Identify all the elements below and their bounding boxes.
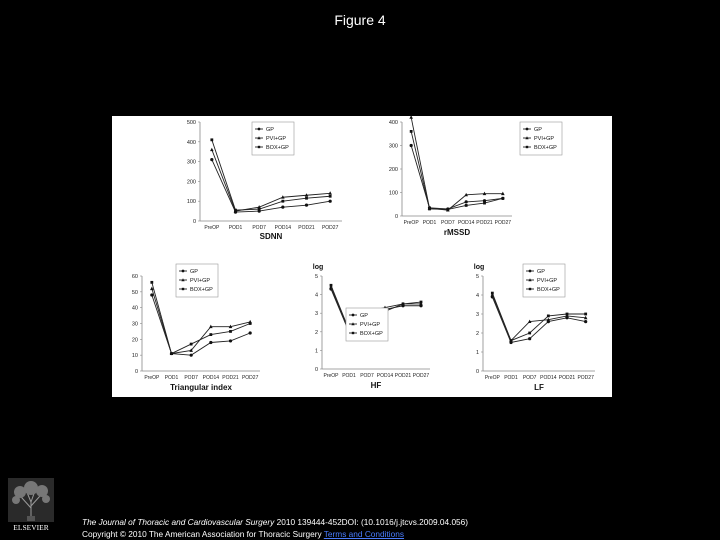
triangular-index-series-pvi-gp-line [152, 289, 250, 354]
lf-series-gp-line [492, 297, 585, 343]
citation-line-1 [82, 516, 468, 528]
elsevier-tree-logo-icon [8, 478, 54, 532]
sdnn-series-box-gp-point [258, 208, 261, 211]
citation-details: 2010 139444-452DOI: (10.1016/j.jtcvs.2009.04.056) [276, 517, 469, 527]
triangular-index-series-box-gp-point [229, 330, 232, 333]
hf-y-tick-label: 1 [314, 348, 318, 355]
lf-legend-label: PVI+GP [537, 278, 558, 284]
triangular-index-x-tick-label: POD14 [202, 375, 220, 381]
rmssd-legend-marker [526, 146, 528, 148]
sdnn-series-gp-point [210, 158, 213, 161]
rmssd-series-box-gp-point [446, 208, 449, 211]
sdnn-y-tick-label: 400 [186, 139, 196, 146]
rmssd-series-gp-point [410, 144, 413, 147]
rmssd-series-box-gp-point [501, 197, 504, 200]
lf-x-tick-label: POD21 [558, 375, 576, 381]
hf-x-tick-label: POD1 [342, 373, 356, 379]
rmssd-x-tick-label: POD1 [422, 220, 437, 226]
lf-legend-label: GP [537, 269, 545, 275]
triangular-index-series-gp-point [209, 341, 212, 344]
hf-y-tick-label: 0 [314, 367, 318, 373]
rmssd-y-tick-label: 400 [388, 120, 398, 126]
rmssd-legend-label: PVI+GP [534, 136, 555, 142]
triangular-index-series-box-gp-point [190, 343, 193, 346]
hf-title: HF [370, 381, 382, 390]
rmssd-title: rMSSD [443, 228, 471, 237]
rmssd-series-pvi-gp-point [409, 115, 413, 118]
rmssd-series-gp-line [411, 146, 503, 209]
triangular-index-x-tick-label: POD1 [164, 375, 179, 381]
lf-series-gp-point [528, 337, 531, 340]
sdnn-x-tick-label: POD7 [252, 225, 266, 231]
lf-y-tick-label: 3 [475, 312, 479, 318]
triangular-index-legend-marker [182, 288, 184, 290]
hf-series-box-gp-point [420, 301, 423, 304]
lf-series-box-gp-point [491, 292, 494, 295]
hf-y-tick-label: 5 [314, 274, 318, 280]
lf-series-box-gp-point [584, 313, 587, 316]
sdnn-series-box-gp-point [234, 209, 237, 212]
sdnn-series-gp-point [281, 206, 284, 209]
sdnn-series-gp-point [305, 204, 308, 207]
rmssd-legend-marker [526, 128, 529, 131]
triangular-index-y-tick-label: 30 [131, 321, 138, 328]
rmssd-series-box-gp-line [411, 131, 503, 209]
rmssd-x-tick-label: POD27 [494, 220, 512, 226]
lf-x-tick-label: POD7 [522, 375, 537, 381]
hf-x-tick-label: POD21 [394, 373, 412, 379]
triangular-index-x-tick-label: POD21 [222, 375, 239, 381]
sdnn-x-tick-label: POD27 [321, 225, 339, 231]
triangular-index-x-tick-label: POD27 [241, 375, 259, 381]
lf-y-tick-label: 1 [475, 350, 479, 356]
sdnn-series-pvi-gp-point [210, 148, 214, 151]
hf-series-box-gp-point [402, 303, 405, 306]
triangular-index-y-tick-label: 60 [131, 274, 138, 280]
chart-rmssd [362, 116, 612, 241]
lf-legend-marker [529, 270, 532, 273]
rmssd-y-tick-label: 200 [388, 167, 398, 173]
sdnn-x-tick-label: POD1 [228, 225, 243, 231]
sdnn-series-gp-point [329, 200, 332, 203]
lf-series-gp-point [584, 320, 587, 323]
hf-x-tick-label: POD7 [360, 373, 374, 379]
triangular-index-y-tick-label: 20 [131, 337, 138, 344]
triangular-index-x-tick-label: PreOP [144, 375, 160, 381]
triangular-index-legend-label: BOX+GP [190, 287, 213, 293]
triangular-index-y-tick-label: 0 [134, 369, 138, 375]
lf-y-label: log [473, 264, 485, 271]
hf-y-tick-label: 4 [314, 292, 318, 299]
sdnn-series-gp-line [212, 160, 330, 212]
sdnn-x-tick-label: POD14 [274, 225, 292, 231]
sdnn-x-tick-label: PreOP [204, 225, 220, 231]
triangular-index-legend-label: PVI+GP [190, 278, 211, 284]
hf-series-box-gp-point [330, 284, 333, 287]
rmssd-series-pvi-gp-line [411, 117, 503, 210]
triangular-index-series-box-gp-point [170, 352, 173, 355]
lf-series-box-gp-point [566, 313, 569, 316]
rmssd-x-tick-label: POD14 [457, 220, 475, 226]
hf-legend-label: GP [360, 313, 368, 319]
lf-series-box-gp-point [547, 315, 550, 318]
triangular-index-series-box-gp-point [150, 281, 153, 284]
triangular-index-series-box-gp-point [209, 333, 212, 336]
sdnn-series-box-gp-point [281, 200, 284, 203]
terms-and-conditions-link[interactable]: Terms and Conditions [323, 529, 405, 539]
sdnn-y-tick-label: 0 [192, 219, 196, 225]
lf-y-tick-label: 4 [475, 293, 479, 299]
triangular-index-series-gp-point [229, 339, 232, 342]
lf-title: LF [534, 383, 544, 392]
lf-legend-marker [529, 288, 531, 290]
figure-title: Figure 4 [334, 12, 386, 28]
elsevier-wordmark: ELSEVIER [13, 523, 49, 532]
sdnn-series-box-gp-point [305, 197, 308, 200]
sdnn-series-box-gp-point [329, 195, 332, 198]
hf-x-tick-label: POD14 [376, 373, 394, 379]
hf-legend-label: PVI+GP [360, 322, 381, 328]
rmssd-series-box-gp-point [428, 208, 431, 211]
chart-lf [447, 256, 612, 396]
sdnn-y-tick-label: 200 [186, 179, 196, 186]
rmssd-series-box-gp-point [410, 130, 413, 133]
journal-name: The Journal of Thoracic and Cardiovascular Surgery [82, 517, 275, 527]
figure-panel [112, 116, 612, 397]
rmssd-x-tick-label: POD21 [476, 220, 493, 226]
rmssd-series-box-gp-point [465, 204, 468, 207]
lf-y-tick-label: 2 [475, 331, 479, 337]
sdnn-x-tick-label: POD21 [298, 225, 315, 231]
rmssd-y-tick-label: 0 [394, 214, 398, 220]
sdnn-legend-label: GP [266, 127, 274, 133]
citation [82, 516, 468, 540]
rmssd-y-tick-label: 100 [388, 190, 398, 197]
lf-x-tick-label: POD1 [504, 375, 518, 381]
hf-y-tick-label: 2 [314, 329, 318, 336]
sdnn-y-tick-label: 100 [186, 199, 196, 206]
sdnn-legend-label: PVI+GP [266, 136, 287, 142]
sdnn-legend-label: BOX+GP [266, 145, 289, 151]
rmssd-legend-label: BOX+GP [534, 145, 557, 151]
hf-x-tick-label: PreOP [323, 373, 339, 379]
sdnn-title: SDNN [259, 232, 283, 241]
lf-series-box-gp-line [492, 293, 585, 341]
triangular-index-series-gp-point [249, 331, 252, 334]
lf-series-box-gp-point [510, 339, 513, 342]
chart-triangular-index [112, 256, 282, 396]
lf-legend-label: BOX+GP [537, 287, 560, 293]
lf-y-tick-label: 5 [475, 274, 479, 280]
rmssd-x-tick-label: PreOP [403, 220, 419, 226]
rmssd-y-tick-label: 300 [388, 143, 398, 150]
hf-legend-marker [352, 314, 355, 317]
rmssd-series-box-gp-point [483, 202, 486, 205]
lf-y-tick-label: 0 [475, 369, 479, 375]
chart-sdnn [112, 116, 362, 241]
sdnn-y-tick-label: 300 [186, 159, 196, 166]
lf-series-box-gp-point [528, 332, 531, 335]
sdnn-legend-marker [258, 128, 261, 131]
hf-legend-marker [352, 332, 354, 334]
triangular-index-y-tick-label: 40 [131, 305, 138, 312]
copyright-text: Copyright © 2010 The American Association for Thoracic Surgery [82, 529, 322, 539]
triangular-index-legend-marker [182, 270, 185, 273]
triangular-index-series-gp-point [190, 354, 193, 357]
sdnn-y-tick-label: 500 [186, 120, 196, 126]
rmssd-series-gp-point [465, 200, 468, 203]
triangular-index-y-tick-label: 50 [131, 289, 138, 296]
hf-x-tick-label: POD27 [412, 373, 430, 379]
triangular-index-legend-label: GP [190, 269, 198, 275]
citation-line-2 [82, 528, 468, 540]
rmssd-x-tick-label: POD7 [441, 220, 455, 226]
sdnn-legend-marker [258, 146, 260, 148]
lf-x-tick-label: PreOP [484, 375, 500, 381]
hf-y-tick-label: 3 [314, 311, 318, 318]
triangular-index-title: Triangular index [170, 383, 232, 392]
chart-hf [282, 256, 447, 396]
hf-legend-label: BOX+GP [360, 331, 383, 337]
rmssd-legend-label: GP [534, 127, 542, 133]
triangular-index-y-tick-label: 10 [131, 353, 138, 360]
hf-y-label: log [312, 264, 324, 271]
triangular-index-x-tick-label: POD7 [184, 375, 198, 381]
sdnn-series-box-gp-point [210, 138, 213, 141]
sdnn-series-pvi-gp-line [212, 150, 330, 211]
lf-series-pvi-gp-line [492, 295, 585, 341]
lf-x-tick-label: POD14 [540, 375, 557, 381]
triangular-index-series-box-gp-point [249, 322, 252, 325]
lf-x-tick-label: POD27 [577, 375, 594, 381]
